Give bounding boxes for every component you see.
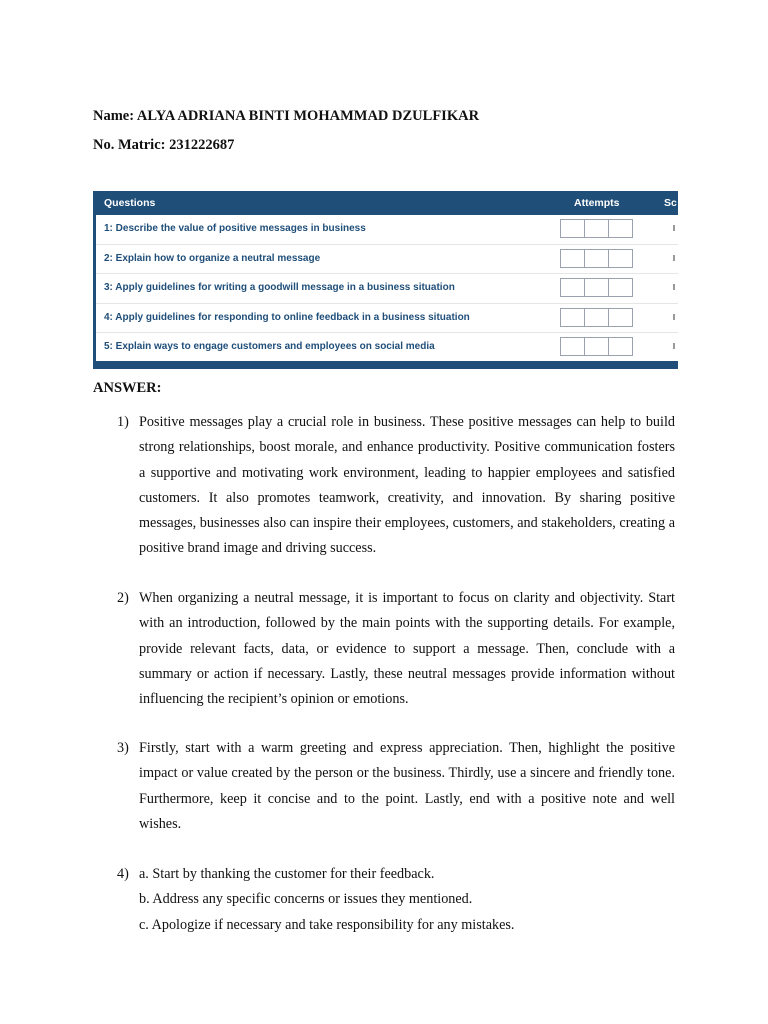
- student-name-line: [93, 108, 479, 125]
- questions-table-footer: [96, 361, 678, 369]
- name-value: ALYA ADRIANA BINTI MOHAMMAD DZULFIKAR: [136, 108, 480, 124]
- table-row: [96, 333, 678, 363]
- column-header-attempts: Attempts: [574, 197, 620, 209]
- table-row: [96, 245, 678, 275]
- answer-subpoint: a. Start by thanking the customer for their feedback.: [139, 866, 435, 882]
- question-text: 1: Describe the value of positive messages in business: [104, 223, 366, 234]
- column-header-questions: Questions: [104, 197, 156, 209]
- question-text: 3: Apply guidelines for writing a goodwill message in a business situation: [104, 282, 455, 293]
- answer-subpoint: c. Apologize if necessary and take responsibility for any mistakes.: [139, 916, 515, 933]
- question-text: 2: Explain how to organize a neutral message: [104, 252, 321, 264]
- attempt-boxes: [560, 249, 632, 268]
- answer-number: 1): [117, 414, 129, 430]
- matric-value: 231222687: [169, 137, 235, 153]
- attempt-boxes: [560, 219, 632, 238]
- answer-item: [117, 586, 675, 712]
- answer-text: Firstly, start with a warm greeting and express appreciation. Then, highlight the positive impact or value created by the person or the business. Thirdly, use a sincere and friendly tone. Furthermore, keep it concise and to the point. Lastly, end with a positive note and well wishes.: [139, 740, 675, 832]
- table-row: [96, 215, 678, 245]
- answer-text: [139, 862, 675, 938]
- answer-number: 2): [117, 590, 129, 606]
- question-text: 5: Explain ways to engage customers and employees on social media: [104, 341, 435, 352]
- attempt-boxes: [560, 337, 632, 356]
- attempt-boxes: [560, 278, 632, 297]
- answer-item: [117, 410, 675, 562]
- question-text: 4: Apply guidelines for responding to online feedback in a business situation: [104, 311, 470, 323]
- attempt-boxes: [560, 308, 632, 327]
- name-label: Name:: [93, 108, 135, 124]
- answer-subpoint: b. Address any specific concerns or issues they mentioned.: [139, 891, 473, 908]
- answer-text: Positive messages play a crucial role in business. These positive messages can help to build strong relationships, boost morale, and enhance productivity. Positive communication fosters a supportive and motivating work environment, leading to happier employees and satisfied customers. It also promotes teamwork, creativity, and innovation. By sharing positive messages, businesses also can inspire their employees, customers, and stakeholders, creating a positive brand image and driving success.: [139, 414, 675, 557]
- answer-item: [117, 736, 675, 837]
- matric-label: No. Matric:: [93, 137, 166, 153]
- answer-number: 3): [117, 740, 129, 756]
- answer-item: [117, 862, 675, 938]
- column-header-score: Sc: [664, 197, 677, 209]
- table-row: [96, 304, 678, 334]
- answer-text: When organizing a neutral message, it is important to focus on clarity and objectivity. Start with an introduction, followed by the main points with the supporting details. For example, provide relevant facts, data, or evidence to support a message. Then, conclude with a summary or action if necessary. Lastly, these neutral messages provide information without influencing the recipient’s opinion or emotions.: [139, 590, 675, 708]
- matric-number-line: [93, 137, 234, 154]
- answer-number: 4): [117, 866, 129, 882]
- questions-table-header: [96, 191, 678, 215]
- questions-table-screenshot: [93, 191, 678, 369]
- answer-heading: ANSWER:: [93, 380, 162, 396]
- table-row: [96, 274, 678, 304]
